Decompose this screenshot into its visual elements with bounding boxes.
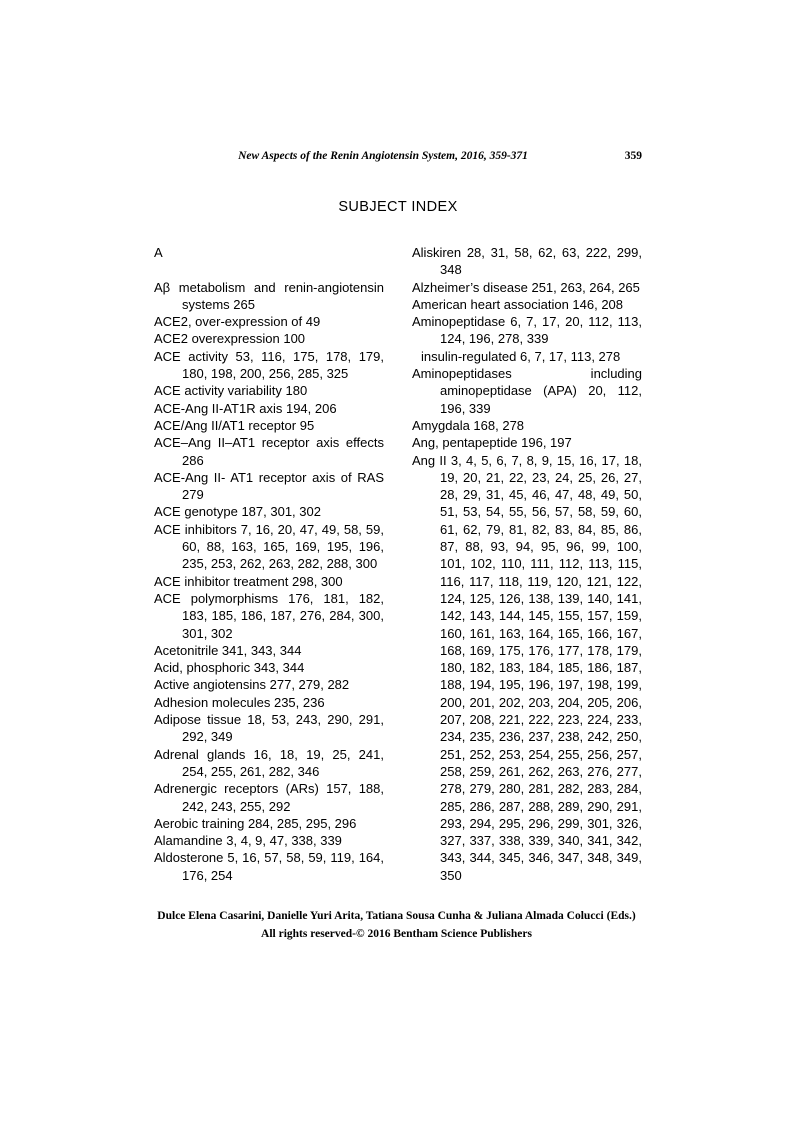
index-entry: Active angiotensins 277, 279, 282 bbox=[154, 677, 350, 693]
index-entry: ACE2 overexpression 100 bbox=[154, 331, 306, 347]
index-entry: ACE/Ang II/AT1 receptor 95 bbox=[154, 417, 315, 433]
index-entry: Adhesion molecules 235, 236 bbox=[154, 694, 325, 710]
index-entries-right bbox=[412, 244, 642, 884]
index-entry: Aβ metabolism and renin-angiotensin systems 265 bbox=[154, 279, 384, 312]
section-letter: A bbox=[154, 245, 163, 260]
index-entry: Adipose tissue 18, 53, 243, 290, 291, 292, 349 bbox=[154, 712, 384, 745]
index-entry: insulin-regulated 6, 7, 17, 113, 278 bbox=[421, 348, 621, 364]
index-entry: ACE-Ang II- AT1 receptor axis of RAS 279 bbox=[154, 469, 384, 503]
index-entry: Aerobic training 284, 285, 295, 296 bbox=[154, 815, 357, 831]
index-entry: Acid, phosphoric 343, 344 bbox=[154, 660, 305, 676]
index-entry: Ang II 3, 4, 5, 6, 7, 8, 9, 15, 16, 17, 18, 19, 20, 21, 22, 23, 24, 25, 26, 27, 28, 29, 31, 45, 46, 47, 48, 49, 50, 51, 53, 54, 55, 56, 57, 58, 59, 60, 61, 62, 79, 81, 82, 83, 84, 85, 86, 87, 88, 93, 94, 95, 96, 99, 100, 101, 102, 110, 111, 112, 113, 115, 116, 117, 118, 119, 120, 121, 122, 124, 125, 126, 138, 139, 140, 141, 142, 143, 144, 145, 155, 157, 159, 160, 161, 163, 164, 165, 166, 167, 168, 169, 175, 176, 177, 178, 179, 180, 182, 183, 184, 185, 186, 187, 188, 194, 195, 196, 197, 198, 199, 200, 201, 202, 203, 204, 205, 206, 207, 208, 221, 222, 223, 224, 233, 234, 235, 236, 237, 238, 242, 250, 251, 252, 253, 254, 255, 256, 257, 258, 259, 261, 262, 263, 276, 277, 278, 279, 280, 281, 282, 283, 284, 285, 286, 287, 288, 289, 290, 291, 293, 294, 295, 296, 299, 301, 326, 327, 337, 338, 339, 340, 341, 342, 343, 344, 345, 346, 347, 348, 349, 350 bbox=[412, 452, 642, 883]
index-entry: ACE activity variability 180 bbox=[154, 383, 308, 399]
index-columns bbox=[154, 244, 642, 884]
index-column-left bbox=[154, 244, 384, 884]
index-entry: Aminopeptidase 6, 7, 17, 20, 112, 113, 124, 196, 278, 339 bbox=[412, 314, 642, 347]
index-entry: Alzheimer’s disease 251, 263, 264, 265 bbox=[412, 279, 640, 295]
index-entry: ACE2, over-expression of 49 bbox=[154, 314, 321, 330]
running-title: New Aspects of the Renin Angiotensin System, 2016, 359-371 bbox=[238, 150, 528, 162]
running-header bbox=[154, 150, 642, 165]
index-entry: American heart association 146, 208 bbox=[412, 296, 624, 312]
index-entry: ACE-Ang II-AT1R axis 194, 206 bbox=[154, 400, 337, 416]
index-entry: Adrenal glands 16, 18, 19, 25, 241, 254, 255, 261, 282, 346 bbox=[154, 746, 384, 779]
index-entries-left bbox=[154, 279, 384, 884]
index-entry: Aldosterone 5, 16, 57, 58, 59, 119, 164, 176, 254 bbox=[154, 850, 384, 883]
index-column-right bbox=[412, 244, 642, 884]
index-entry: ACE polymorphisms 176, 181, 182, 183, 185, 186, 187, 276, 284, 300, 301, 302 bbox=[154, 590, 384, 641]
index-entry: ACE inhibitors 7, 16, 20, 47, 49, 58, 59, 60, 88, 163, 165, 169, 195, 196, 235, 253, 262, 263, 282, 288, 300 bbox=[154, 521, 384, 572]
footer-editors: Dulce Elena Casarini, Danielle Yuri Arita, Tatiana Sousa Cunha & Juliana Almada Colucci (Eds.) bbox=[157, 910, 636, 922]
page-footer bbox=[0, 907, 793, 943]
footer-copyright: All rights reserved-© 2016 Bentham Science Publishers bbox=[261, 928, 532, 940]
page-title: SUBJECT INDEX bbox=[338, 199, 458, 215]
index-entry: Acetonitrile 341, 343, 344 bbox=[154, 642, 302, 658]
index-entry: Amygdala 168, 278 bbox=[412, 417, 525, 433]
index-entry: Adrenergic receptors (ARs) 157, 188, 242, 243, 255, 292 bbox=[154, 781, 384, 814]
index-entry: Aliskiren 28, 31, 58, 62, 63, 222, 299, 348 bbox=[412, 245, 642, 278]
page-number: 359 bbox=[624, 150, 642, 162]
index-entry: Aminopeptidases including aminopeptidase (APA) 20, 112, 196, 339 bbox=[412, 366, 642, 416]
index-entry: ACE genotype 187, 301, 302 bbox=[154, 504, 321, 520]
index-entry: Alamandine 3, 4, 9, 47, 338, 339 bbox=[154, 833, 342, 849]
index-entry: ACE inhibitor treatment 298, 300 bbox=[154, 573, 343, 589]
page-content bbox=[154, 150, 642, 884]
index-entry: ACE–Ang II–AT1 receptor axis effects 286 bbox=[154, 435, 384, 468]
index-entry: Ang, pentapeptide 196, 197 bbox=[412, 435, 572, 451]
index-entry: ACE activity 53, 116, 175, 178, 179, 180, 198, 200, 256, 285, 325 bbox=[154, 348, 384, 382]
